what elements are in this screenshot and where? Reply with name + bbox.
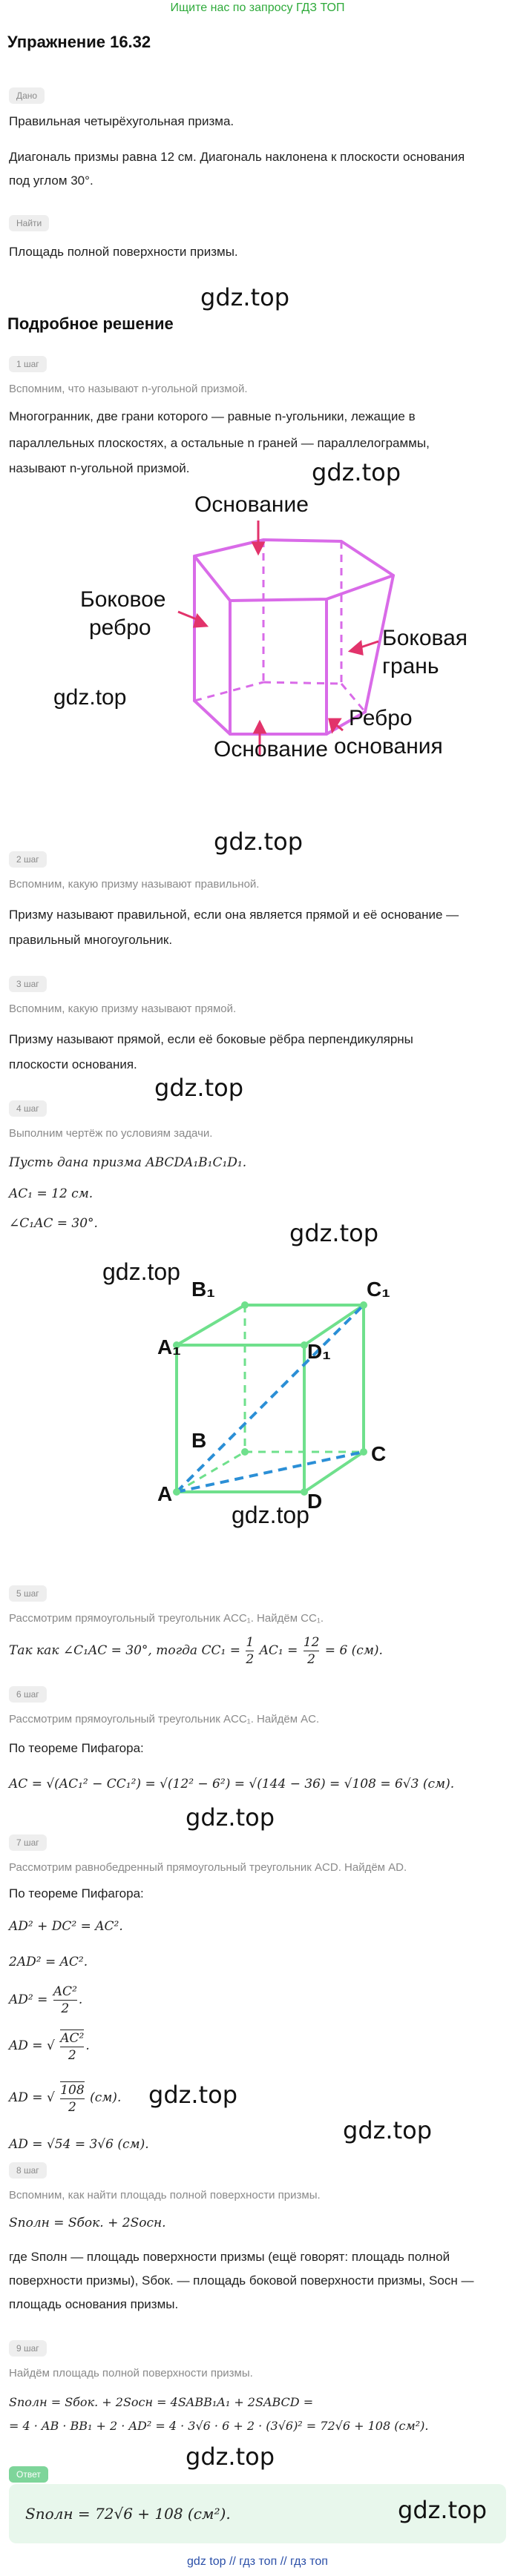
step3-line-1: Призму называют прямой, если её боковые рёбра перпендикулярны [9,1032,413,1046]
watermark: gdz.top [53,685,127,710]
step5-hint: Рассмотрим прямоугольный треугольник ACC₁. Найдём CC₁. [9,1612,324,1625]
step6-tag: 6 шаг [9,1686,47,1703]
watermark: gdz.top [214,828,304,856]
step3-tag: 3 шаг [9,976,47,992]
given-line-1: Правильная четырёхугольная призма. [9,114,234,128]
watermark: gdz.top [148,2081,238,2109]
solution-title: Подробное решение [7,314,174,333]
answer-text: Sполн = 72√6 + 108 (см²). [25,2505,231,2523]
label-base-bottom: Основание [214,737,328,762]
step7-line-6: AD = √ $\frac{108}{2}$ (см). [9,2082,122,2115]
label-side-face-1: Боковая [382,626,468,650]
find-line-1: Площадь полной поверхности призмы. [9,245,238,259]
step7-hint: Рассмотрим равнобедренный прямоугольный треугольник ACD. Найдём AD. [9,1861,407,1874]
step1-line-2: параллельных плоскостях, а остальные n граней — параллелограммы, [9,436,430,450]
step4-line-2: AC₁ = 12 см. [9,1186,94,1201]
label-side-face-2: грань [382,654,439,678]
given-line-2: Диагональ призмы равна 12 см. Диагональ наклонена к плоскости основания [9,150,465,164]
step9-hint: Найдём площадь полной поверхности призмы. [9,2367,253,2380]
step7-line-1: По теореме Пифагора: [9,1886,144,1900]
vertex-c: C [371,1442,387,1465]
step8-line-1: Sполн = Sбок. + 2Sосн. [9,2216,166,2230]
step7-line-3: 2AD² = AC². [9,1955,88,1969]
step5-tag: 5 шаг [9,1585,47,1602]
vertex-a: A [157,1482,173,1505]
step1-line-3: называют n-угольной призмой. [9,461,190,475]
step7-line-7: AD = √54 = 3√6 (см). [9,2137,149,2152]
bottom-base [194,701,365,734]
vertex-a1: A₁ [157,1335,181,1358]
watermark: gdz.top [186,2443,275,2471]
step7-line-2: AD² + DC² = AC². [9,1919,123,1934]
given-line-3: под углом 30°. [9,174,94,188]
step2-hint: Вспомним, какую призму называют правильной. [9,878,260,891]
label-base-edge-2: основания [334,734,443,759]
watermark: gdz.top [232,1502,309,1528]
top-banner[interactable]: Ищите нас по запросу ГДЗ ТОП [170,1,345,14]
prism-figure [0,489,515,786]
step2-line-1: Призму называют правильной, если она является прямой и её основание — [9,908,459,922]
step1-tag: 1 шаг [9,356,47,372]
step8-line-3: поверхности призмы), Sбок. — площадь боковой поверхности призмы, Sосн — [9,2273,474,2288]
step6-line-2: AC = √(AC₁² − CC₁²) = √(12² − 6²) = √(144 − 36) = √108 = 6√3 (см). [9,1777,455,1791]
top-base [194,540,393,601]
watermark: gdz.top [186,1803,275,1832]
step6-hint: Рассмотрим прямоугольный треугольник ACC₁. Найдём AC. [9,1713,320,1725]
watermark: gdz.top [200,283,290,311]
vertex-b1: B₁ [191,1278,215,1301]
watermark: gdz.top [102,1258,180,1285]
step8-hint: Вспомним, как найти площадь полной поверхности призмы. [9,2189,321,2202]
step1-hint: Вспомним, что называют n-угольной призмой. [9,383,248,395]
label-side-edge-1: Боковое [80,587,166,612]
answer-tag: Ответ [9,2466,48,2483]
step8-line-2: где Sполн — площадь поверхности призмы (ещё говорят: площадь полной [9,2250,450,2264]
exercise-title: Упражнение 16.32 [7,33,151,51]
vertex-c1: C₁ [367,1278,390,1301]
step2-line-2: правильный многоугольник. [9,933,173,947]
step8-tag: 8 шаг [9,2162,47,2179]
step9-line-1: Sполн = Sбок. + 2Sосн = 4SABB₁A₁ + 2SABCD = [9,2395,314,2409]
given-tag: Дано [9,87,45,104]
watermark: gdz.top [343,2116,433,2144]
step4-line-1: Пусть дана призма ABCDA₁B₁C₁D₁. [9,1155,247,1170]
vertex-b: B [191,1429,207,1452]
step4-line-3: ∠C₁AC = 30°. [9,1216,98,1231]
step4-hint: Выполним чертёж по условиям задачи. [9,1127,213,1140]
step2-tag: 2 шаг [9,851,47,868]
label-side-edge-2: ребро [89,615,151,640]
step7-tag: 7 шаг [9,1834,47,1851]
step9-line-2: = 4 · AB · BB₁ + 2 · AD² = 4 · 3√6 · 6 + 2 · (3√6)² = 72√6 + 108 (см²). [9,2419,429,2433]
watermark: gdz.top [154,1074,244,1102]
step4-tag: 4 шаг [9,1100,47,1117]
cube-figure [0,1253,515,1565]
step9-tag: 9 шаг [9,2340,47,2357]
label-base-edge-1: Ребро [349,706,413,730]
label-base-top: Основание [194,492,309,517]
vertex-d1: D₁ [307,1340,331,1363]
watermark: gdz.top [312,458,401,486]
step1-line-1: Многогранник, две грани которого — равные n-угольники, лежащие в [9,409,416,423]
step3-line-2: плоскости основания. [9,1057,137,1071]
find-tag: Найти [9,215,49,231]
step8-line-4: площадь основания призмы. [9,2297,179,2311]
watermark: gdz.top [398,2496,488,2524]
step3-hint: Вспомним, какую призму называют прямой. [9,1003,237,1015]
step6-line-1: По теореме Пифагора: [9,1741,144,1755]
vertex-d: D [307,1490,323,1513]
footer-links[interactable]: gdz top // гдз топ // гдз топ [187,2555,328,2568]
step7-line-4: AD² = $\frac{\text{AC²}}{2}$ . [9,1984,83,2016]
step7-line-5: AD = √ $\frac{\text{AC²}}{2}$ . [9,2030,90,2063]
step5-line-1: Так как ∠C₁AC = 30°, тогда CC₁ = $\frac{1}{2}$ AC₁ = $\frac{12}{2}$ = 6 (см). [9,1635,383,1667]
watermark: gdz.top [289,1219,379,1247]
